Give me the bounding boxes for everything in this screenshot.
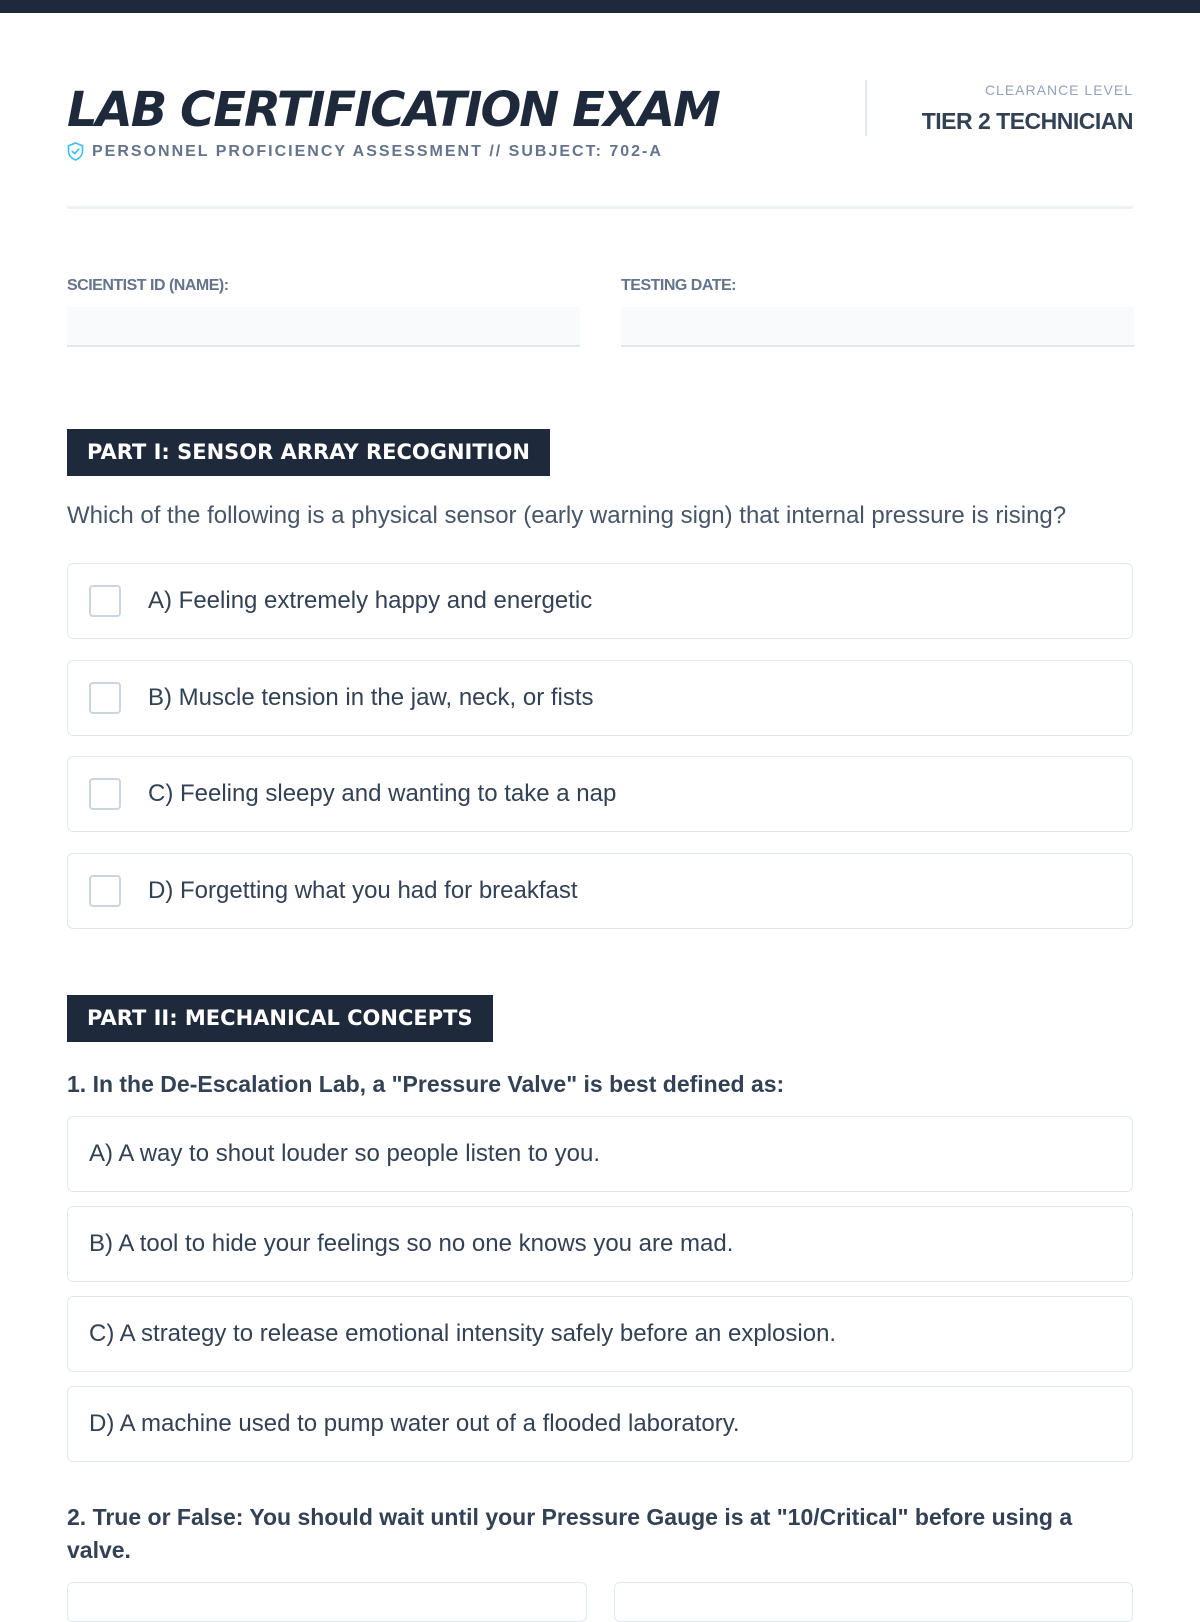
part2-question-2: 2. True or False: You should wait until your Pressure Gauge is at "10/Critical" before using a valve. (67, 1504, 1073, 1563)
part2-question-1: 1. In the De-Escalation Lab, a "Pressure Valve" is best defined as: (67, 1071, 785, 1097)
option-label: D) Forgetting what you had for breakfast (148, 877, 578, 904)
part1-option-c[interactable] (67, 756, 1133, 832)
option-label: B) A tool to hide your feelings so no one knows you are mad. (89, 1230, 734, 1257)
checkbox-icon[interactable] (89, 585, 121, 617)
part1-option-d[interactable] (67, 853, 1133, 929)
false-option-box[interactable] (614, 1582, 1133, 1622)
part2-q1-option-b[interactable] (67, 1206, 1133, 1282)
option-label: C) Feeling sleepy and wanting to take a nap (148, 780, 617, 807)
scientist-name-input[interactable] (67, 307, 580, 347)
clearance-block (865, 80, 1133, 136)
checkbox-icon[interactable] (89, 778, 121, 810)
option-label: A) A way to shout louder so people listen to you. (89, 1140, 600, 1167)
part1-question: Which of the following is a physical sensor (early warning sign) that internal pressure is rising? (67, 502, 1067, 529)
clearance-value: TIER 2 TECHNICIAN (921, 108, 1133, 134)
option-label: A) Feeling extremely happy and energetic (148, 587, 593, 614)
checkbox-icon[interactable] (89, 875, 121, 907)
subtitle-text: PERSONNEL PROFICIENCY ASSESSMENT // SUBJECT: 702-A (92, 142, 663, 160)
exam-header (67, 78, 1133, 209)
option-label: D) A machine used to pump water out of a flooded laboratory. (89, 1410, 740, 1437)
option-label: B) Muscle tension in the jaw, neck, or fists (148, 684, 594, 711)
scientist-name-label: SCIENTIST ID (NAME): (67, 277, 229, 294)
part2-q1-option-d[interactable] (67, 1386, 1133, 1462)
part1-option-a[interactable] (67, 563, 1133, 639)
part2-q1-option-c[interactable] (67, 1296, 1133, 1372)
checkbox-icon[interactable] (89, 682, 121, 714)
top-accent-bar (0, 0, 1200, 13)
exam-title: LAB CERTIFICATION EXAM (67, 82, 719, 138)
testing-date-label: TESTING DATE: (621, 277, 736, 294)
part2-header: PART II: MECHANICAL CONCEPTS (67, 995, 493, 1042)
part2-q1-option-a[interactable] (67, 1116, 1133, 1192)
shield-check-icon (67, 142, 84, 161)
testing-date-input[interactable] (621, 307, 1134, 347)
part1-option-b[interactable] (67, 660, 1133, 736)
true-option-box[interactable] (67, 1582, 587, 1622)
part1-header: PART I: SENSOR ARRAY RECOGNITION (67, 429, 550, 476)
option-label: C) A strategy to release emotional intensity safely before an explosion. (89, 1320, 837, 1347)
exam-subtitle (67, 142, 663, 161)
clearance-label: CLEARANCE LEVEL (984, 82, 1133, 98)
